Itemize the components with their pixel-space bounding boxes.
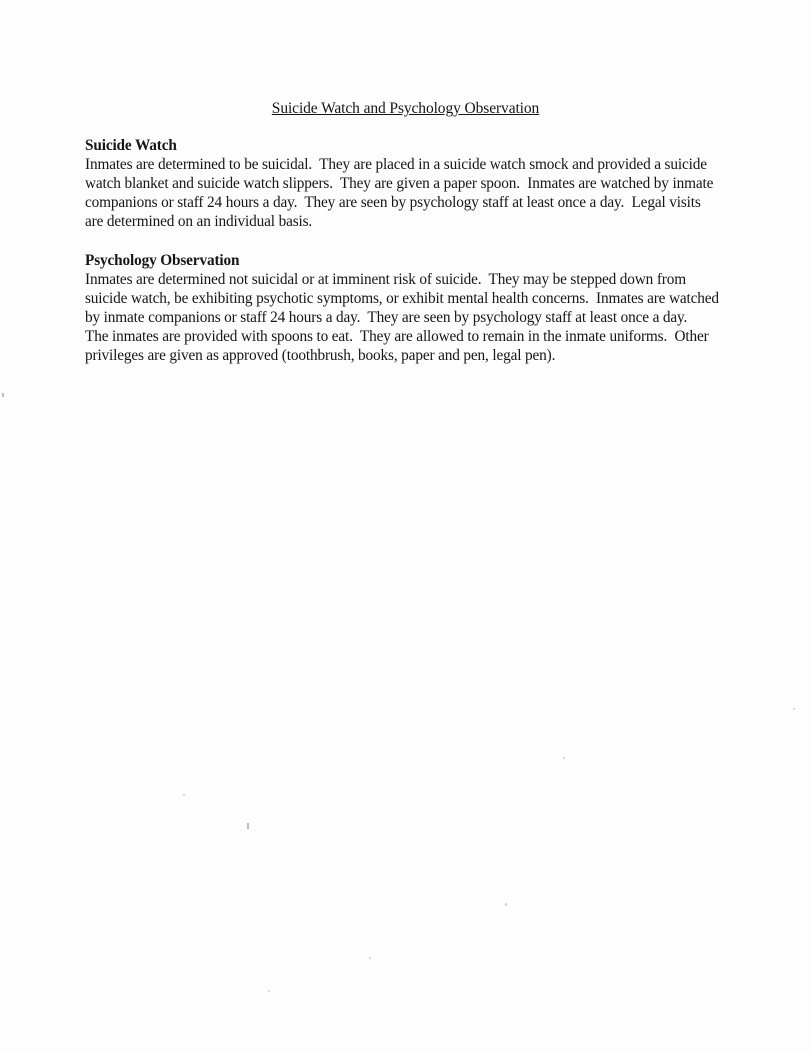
scan-speck <box>183 794 185 796</box>
paragraph-line: Inmates are determined not suicidal or at imminent risk of suicide. They may be stepped down from <box>85 270 686 288</box>
scan-speck <box>563 757 565 759</box>
scan-speck <box>505 903 507 906</box>
section-suicide-watch <box>85 136 785 231</box>
paragraph-line: suicide watch, be exhibiting psychotic symptoms, or exhibit mental health concerns. Inmates are watched <box>85 289 719 307</box>
section-heading: Suicide Watch <box>85 137 177 154</box>
paragraph-line: are determined on an individual basis. <box>85 213 313 231</box>
paragraph-line: companions or staff 24 hours a day. They are seen by psychology staff at least once a day. Legal visits <box>85 194 701 212</box>
paragraph-line: privileges are given as approved (toothbrush, books, paper and pen, legal pen). <box>85 347 556 365</box>
paragraph-line: Inmates are determined to be suicidal. They are placed in a suicide watch smock and provided a suicide <box>85 156 707 174</box>
scan-speck <box>793 708 795 710</box>
section-psychology-observation <box>85 251 785 366</box>
section-heading: Psychology Observation <box>85 251 240 269</box>
paragraph-line: watch blanket and suicide watch slippers. They are given a paper spoon. Inmates are watched by inmate <box>85 175 714 193</box>
document-body <box>85 136 785 365</box>
scan-speck <box>369 957 371 959</box>
paragraph-line: by inmate companions or staff 24 hours a day. They are seen by psychology staff at least once a day. <box>85 308 688 326</box>
document-title: Suicide Watch and Psychology Observation <box>271 100 540 117</box>
paragraph-line: The inmates are provided with spoons to eat. They are allowed to remain in the inmate uniforms. Other <box>85 327 709 345</box>
section-spacer <box>85 231 785 250</box>
scan-speck <box>268 990 270 992</box>
scan-speck <box>2 393 4 397</box>
scan-speck <box>247 823 249 829</box>
